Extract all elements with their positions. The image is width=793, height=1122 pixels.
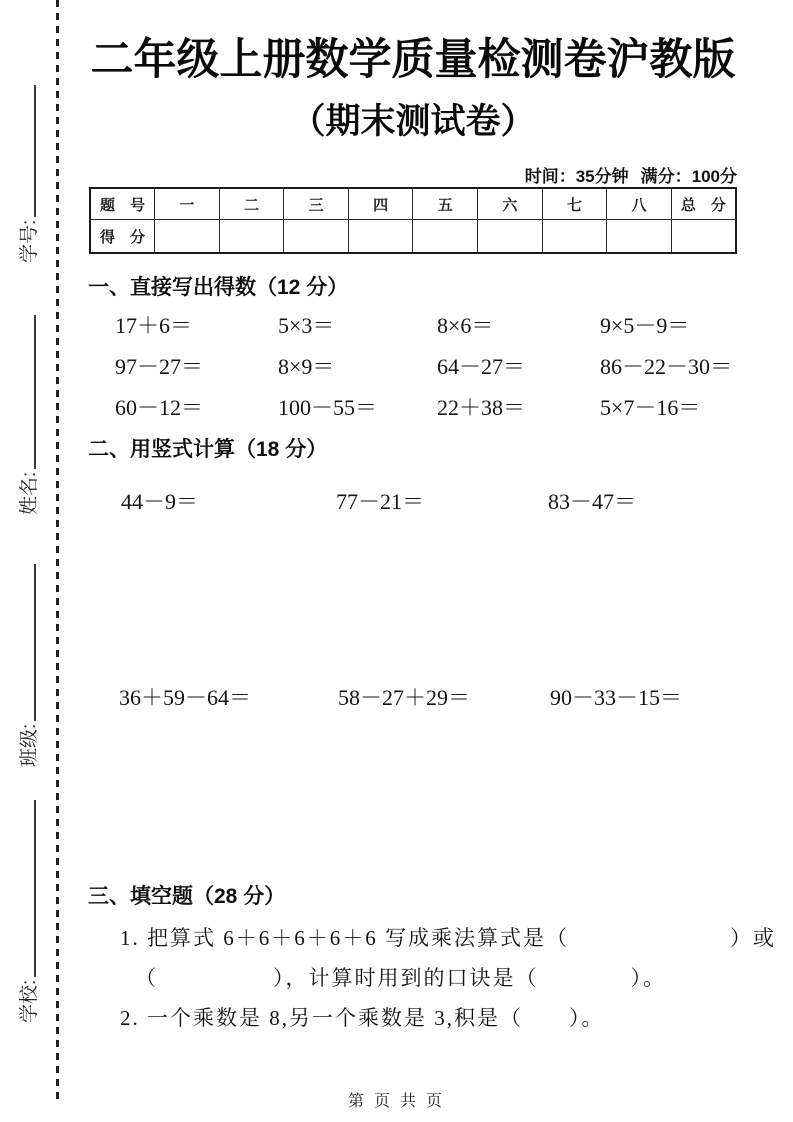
- fill-in-question-1-line-1: 1. 把算式 6＋6＋6＋6＋6 写成乘法算式是（ ）或: [120, 926, 776, 950]
- score-table-header-row: [90, 188, 736, 220]
- page-title: 二年级上册数学质量检测卷沪教版: [90, 36, 736, 84]
- student-name-blank-line: [18, 315, 36, 469]
- time-limit: 时间：35分钟: [524, 167, 629, 186]
- student-id-blank-line: [18, 85, 36, 217]
- score-table-cell: 二: [219, 188, 284, 220]
- fill-in-question-2: 2. 一个乘数是 8,另一个乘数是 3,积是（ ）。: [120, 1006, 605, 1030]
- score-table-cell: 得 分: [90, 220, 155, 254]
- score-table-empty-cell: [219, 220, 284, 254]
- exam-meta-line: [88, 162, 737, 187]
- section-one-heading: 一、直接写出得数（12 分）: [88, 276, 349, 299]
- school-label: 学校:: [18, 979, 40, 1023]
- math-problem: 58－27＋29＝: [338, 685, 471, 710]
- math-problem: 17＋6＝: [115, 313, 193, 338]
- section-two-heading: 二、用竖式计算（18 分）: [88, 438, 328, 461]
- score-table-empty-cell: [607, 220, 672, 254]
- math-problem: 8×6＝: [437, 313, 494, 338]
- fill-in-question-1-line-2: （ ），计算时用到的口诀是（ ）。: [135, 966, 666, 990]
- score-table-cell: 总 分: [671, 188, 736, 220]
- section-two-problems-row2: [119, 681, 682, 712]
- student-id-field: [14, 85, 40, 263]
- math-problem: 60－12＝: [115, 395, 204, 420]
- score-table-empty-cell: [671, 220, 736, 254]
- score-table-cell: 一: [155, 188, 220, 220]
- score-table-cell: 四: [348, 188, 413, 220]
- math-problem: 90－33－15＝: [550, 685, 683, 710]
- section-two-problems-row1: [121, 485, 636, 516]
- page-footer: 第 页 共 页: [347, 1093, 445, 1110]
- score-table-cell: 题 号: [90, 188, 155, 220]
- score-table-empty-cell: [284, 220, 349, 254]
- score-table-cell: 八: [607, 188, 672, 220]
- page-subtitle: （期末测试卷）: [290, 102, 536, 141]
- math-problem: 36＋59－64＝: [119, 685, 252, 710]
- class-blank-line: [18, 564, 36, 721]
- math-problem: 64－27＝: [437, 354, 526, 379]
- section-one-problems: [90, 309, 750, 419]
- math-problem: 44－9＝: [121, 489, 199, 514]
- math-problem: 97－27＝: [115, 354, 204, 379]
- margin-dashed-cut-line: [56, 0, 59, 1104]
- math-problem: 9×5－9＝: [600, 313, 690, 338]
- student-name-field: [14, 315, 40, 515]
- math-problem: 5×3＝: [278, 313, 335, 338]
- class-label: 班级:: [18, 723, 40, 767]
- full-score: 满分：100分: [640, 167, 737, 186]
- score-table-empty-cell: [348, 220, 413, 254]
- math-problem: 83－47＝: [548, 489, 637, 514]
- math-problem: 77－21＝: [336, 489, 425, 514]
- math-problem: 100－55＝: [278, 395, 378, 420]
- math-problem: 5×7－16＝: [600, 395, 701, 420]
- school-field: [14, 800, 40, 1023]
- class-field: [14, 564, 40, 767]
- math-problem: 22＋38＝: [437, 395, 526, 420]
- math-problem: 8×9＝: [278, 354, 335, 379]
- math-problem: 86－22－30＝: [600, 354, 733, 379]
- score-table-score-row: [90, 220, 736, 254]
- score-table: [89, 187, 737, 254]
- score-table-cell: 六: [478, 188, 543, 220]
- school-blank-line: [18, 800, 36, 977]
- score-table-cell: 三: [284, 188, 349, 220]
- score-table-empty-cell: [478, 220, 543, 254]
- score-table-empty-cell: [413, 220, 478, 254]
- score-table-empty-cell: [155, 220, 220, 254]
- student-name-label: 姓名:: [18, 471, 40, 515]
- section-three-heading: 三、填空题（28 分）: [88, 885, 286, 908]
- score-table-cell: 五: [413, 188, 478, 220]
- score-table-cell: 七: [542, 188, 607, 220]
- score-table-empty-cell: [542, 220, 607, 254]
- student-id-label: 学号:: [18, 219, 40, 263]
